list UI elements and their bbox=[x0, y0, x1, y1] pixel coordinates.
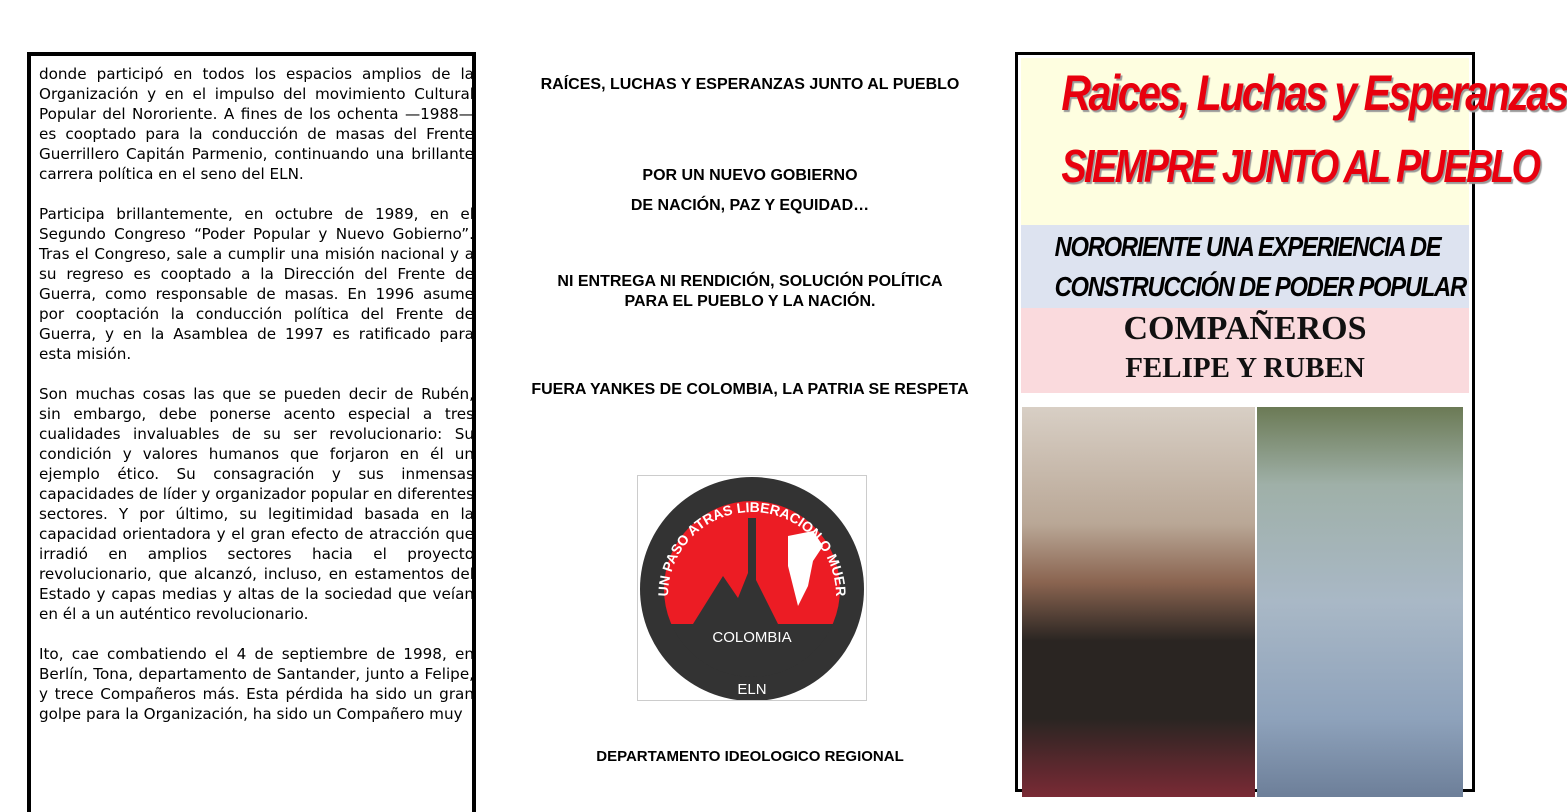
logo-country: COLOMBIA bbox=[712, 629, 792, 646]
cover-names-heading: COMPAÑEROS bbox=[1123, 310, 1367, 347]
slogan-line: PARA EL PUEBLO Y LA NACIÓN. bbox=[624, 293, 876, 310]
bio-paragraph: Ito, cae combatiendo el 4 de septiembre de 1998, en Berlín, Tona, departamento de Santander, junto a Felipe, y trece Compañeros más. Esta pérdida ha sido un gran golpe para la Organización, ha sido un Compañero muy bbox=[39, 645, 474, 723]
slogan-line: POR UN NUEVO GOBIERNO bbox=[642, 167, 858, 184]
slogan-line: NI ENTREGA NI RENDICIÓN, SOLUCIÓN POLÍTICA bbox=[557, 273, 943, 290]
slogan-government bbox=[500, 161, 1000, 221]
logo-org: ELN bbox=[737, 681, 767, 698]
cover-title-2: SIEMPRE JUNTO AL PUEBLO bbox=[1061, 140, 1539, 192]
cover-subtitle-band bbox=[1021, 225, 1469, 308]
photo-ruben bbox=[1257, 407, 1463, 797]
rifle-icon bbox=[748, 518, 756, 588]
photo-felipe bbox=[1022, 407, 1255, 797]
slogan-yankees: FUERA YANKES DE COLOMBIA, LA PATRIA SE RESPETA bbox=[531, 381, 969, 398]
bio-paragraph: Son muchas cosas las que se pueden decir de Rubén, sin embargo, debe ponerse acento especial a tres cualidades invaluables de su ser revolucionario: Su condición y valores humanos que forjaron en él un ejemplo ético. Su consagración y sus inmensas capacidades de líder y organizador popular en diferentes sectores. Y por último, su legitimidad basada en la capacidad orientadora y el gran efecto de atracción que irradió en amplios sectores hacia el proyecto revolucionario, que alcanzó, incluso, en estamentos del Estado y capas medias y altas de la sociedad que veían en él a un auténtico revolucionario. bbox=[39, 385, 474, 623]
slogan-roots: RAÍCES, LUCHAS Y ESPERANZAS JUNTO AL PUEBLO bbox=[540, 76, 960, 93]
eln-logo bbox=[637, 475, 867, 701]
cover-subtitle-2: CONSTRUCCIÓN DE PODER POPULAR bbox=[1054, 271, 1466, 302]
cover-title: Raices, Luchas y Esperanzas bbox=[1061, 65, 1567, 121]
cover-panel bbox=[1015, 52, 1567, 792]
slogan-line: DE NACIÓN, PAZ Y EQUIDAD… bbox=[630, 197, 870, 214]
biography-column bbox=[27, 52, 476, 812]
cover-subtitle: NORORIENTE UNA EXPERIENCIA DE bbox=[1054, 231, 1441, 262]
bio-paragraph: Participa brillantemente, en octubre de 1989, en el Segundo Congreso “Poder Popular y Nuevo Gobierno”. Tras el Congreso, sale a cumplir una misión nacional y a su regreso es cooptado a la Dirección del Frente de Guerra, como responsable de masas. En 1996 asume por cooptación la conducción política del Frente de Guerra, y en la Asamblea de 1997 es ratificado para esta misión. bbox=[39, 205, 474, 363]
cover-title-band bbox=[1021, 58, 1567, 225]
footer-department: DEPARTAMENTO IDEOLOGICO REGIONAL bbox=[596, 748, 904, 765]
logo-ring-text: UN PASO ATRAS LIBERACION O MUER bbox=[654, 498, 850, 597]
bio-paragraph: donde participó en todos los espacios amplios de la Organización y en el impulso del movimiento Cultural Popular del Nororiente. A fines de los ochenta —1988— es cooptado para la conducción de masas del Frente Guerrillero Capitán Parmenio, continuando una brillante carrera política en el seno del ELN. bbox=[39, 65, 474, 183]
slogan-no-surrender bbox=[500, 272, 1000, 312]
cover-names-band bbox=[1021, 308, 1469, 393]
cover-names: FELIPE Y RUBEN bbox=[1125, 352, 1365, 384]
